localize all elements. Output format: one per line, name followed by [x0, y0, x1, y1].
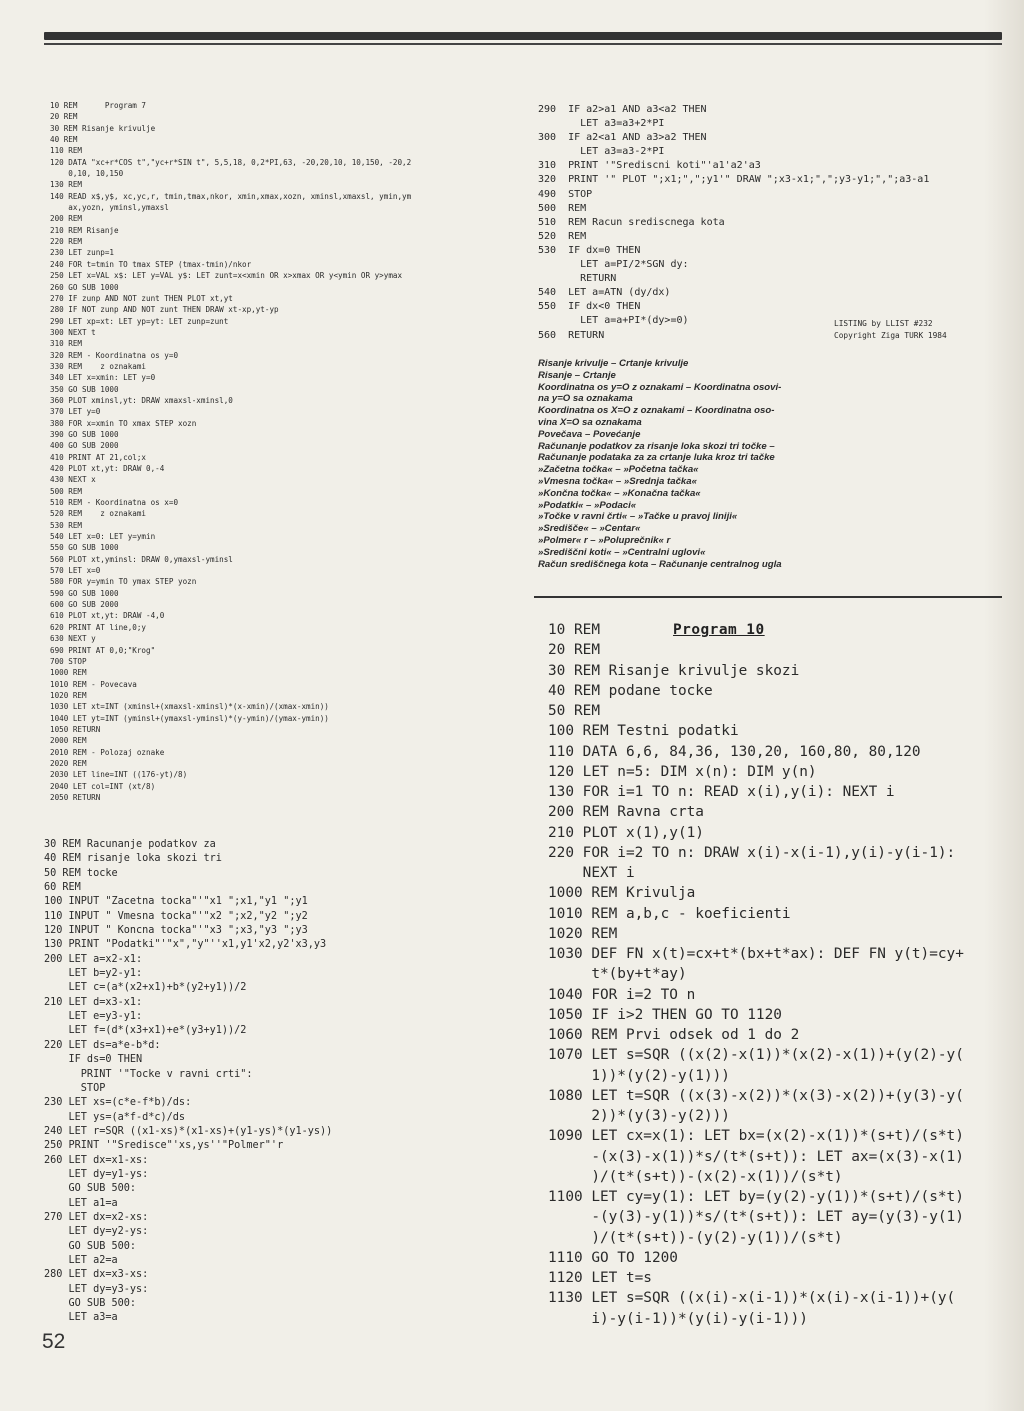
glossary-line: vina X=O sa oznakama — [538, 416, 642, 428]
code-line: 200 REM Ravna crta — [548, 804, 704, 821]
code-line: )/(t*(s+t))-(y(2)-y(1))/(s*t) — [548, 1229, 843, 1246]
code-line: 360 PLOT xminsl,yt: DRAW xmaxsl-xminsl,0 — [50, 395, 233, 405]
code-line: 1070 LET s=SQR ((x(2)-x(1))*(x(2)-x(1))+(y(2)-y( — [548, 1047, 964, 1064]
code-line: LET e=y3-y1: — [44, 1011, 143, 1023]
code-line: 30 REM Risanje krivulje — [50, 123, 156, 133]
code-line: LET dy=y3-ys: — [44, 1283, 149, 1295]
code-line: 20 REM — [50, 112, 78, 122]
code-line: 220 FOR i=2 TO n: DRAW x(i)-x(i-1),y(i)-y(i-1): — [548, 844, 956, 861]
code-line: 1040 FOR i=2 TO n — [548, 986, 696, 1003]
code-line: 220 LET ds=a*e-b*d: — [44, 1039, 161, 1051]
code-line: 270 LET dx=x2-xs: — [44, 1211, 149, 1223]
code-line: LET a3=a3+2*PI — [538, 118, 665, 130]
code-line: 300 IF a2<a1 AND a3>a2 THEN — [538, 132, 707, 144]
code-line: 560 PLOT xt,yminsl: DRAW 0,ymaxsl-yminsl — [50, 554, 233, 564]
glossary-line: »Vmesna točka« – »Srednja tačka« — [538, 475, 697, 487]
code-line: 340 LET x=xmin: LET y=0 — [50, 373, 156, 383]
code-line: 520 REM — [538, 230, 587, 242]
glossary-line: Risanje – Crtanje — [538, 369, 616, 381]
code-line: 130 FOR i=1 TO n: READ x(i),y(i): NEXT i — [548, 784, 895, 800]
code-line: GO SUB 500: — [44, 1183, 137, 1195]
code-line: 140 READ x$,y$, xc,yc,r, tmin,tmax,nkor, xmin,xmax,xozn, xminsl,xmaxsl, ymin,ym — [50, 191, 412, 201]
code-line: 550 GO SUB 1000 — [50, 543, 119, 553]
code-line: ax,yozn, yminsl,ymaxsl — [50, 203, 169, 213]
code-line: 500 REM — [538, 202, 587, 214]
code-line: -(y(3)-y(1))*s/(t*(s+t)): LET ay=(y(3)-y(1) — [548, 1209, 964, 1226]
glossary-line: Račun središčnega kota – Računanje centralnog ugla — [538, 558, 782, 570]
code-line: 20 REM — [548, 642, 600, 659]
code-line: 2030 LET line=INT ((176-yt)/8) — [50, 770, 188, 780]
glossary-line: na y=O sa oznakama — [538, 393, 633, 405]
code-line: 250 LET x=VAL x$: LET y=VAL y$: LET zunt=x<xmin OR x>xmax OR y<ymin OR y>ymax — [50, 271, 403, 281]
code-line: 320 PRINT '" PLOT ";x1;",";y1'" DRAW ";x3-x1;",";y3-y1;",";a3-a1 — [538, 174, 930, 186]
code-line: 510 REM - Koordinatna os x=0 — [50, 498, 179, 508]
code-line: 50 REM tocke — [44, 867, 118, 879]
glossary-line: Koordinatna os y=O z oznakami – Koordinatna osovi- — [538, 381, 782, 393]
section-divider — [534, 596, 1002, 598]
code-line: 510 REM Racun srediscnega kota — [538, 216, 725, 228]
code-line: 1120 LET t=s — [548, 1270, 652, 1286]
code-line: 1020 REM — [50, 690, 87, 700]
code-line: 1040 LET yt=INT (yminsl+(ymaxsl-yminsl)*(y-ymin)/(ymax-ymin)) — [50, 713, 329, 723]
code-line: 310 PRINT '"Srediscni koti"'a1'a2'a3 — [538, 160, 761, 172]
glossary-line: »Končna točka« – »Konačna tačka« — [538, 487, 701, 499]
code-line: LET a=a+PI*(dy>=0) — [538, 315, 689, 327]
code-line: 1050 RETURN — [50, 724, 101, 734]
code-line: 1010 REM - Povecava — [50, 679, 137, 689]
code-line: 310 REM — [50, 339, 83, 349]
code-line: )/(t*(s+t))-(x(2)-x(1))/(s*t) — [548, 1168, 843, 1185]
code-line: 1060 REM Prvi odsek od 1 do 2 — [548, 1027, 800, 1043]
code-line: LET a2=a — [44, 1254, 118, 1266]
code-line: 600 GO SUB 2000 — [50, 600, 119, 610]
code-line: 1130 LET s=SQR ((x(i)-x(i-1))*(x(i)-x(i-1))+(y( — [548, 1290, 956, 1307]
code-line: 630 NEXT y — [50, 634, 96, 644]
code-line: RETURN — [538, 273, 617, 285]
code-line: 200 LET a=x2-x1: — [44, 953, 143, 965]
code-line: STOP — [44, 1082, 106, 1094]
program-10-title: Program 10 — [673, 622, 765, 638]
code-line: 200 REM — [50, 214, 83, 224]
code-line: 210 LET d=x3-x1: — [44, 996, 143, 1008]
code-line: 270 IF zunp AND NOT zunt THEN PLOT xt,yt — [50, 293, 233, 303]
code-line: 350 GO SUB 1000 — [50, 384, 119, 394]
code-line: -(x(3)-x(1))*s/(t*(s+t)): LET ax=(x(3)-x(1) — [548, 1148, 964, 1165]
code-line: 330 REM z oznakami — [50, 361, 147, 371]
credit-line-1: LISTING by LLIST #232 — [834, 319, 933, 328]
code-line: 390 GO SUB 1000 — [50, 429, 119, 439]
code-line: 560 RETURN — [538, 329, 605, 341]
code-line: IF ds=0 THEN — [44, 1054, 143, 1066]
code-line: 260 GO SUB 1000 — [50, 282, 119, 292]
glossary-line: »Podatki« – »Podaci« — [538, 499, 637, 511]
code-line: 290 IF a2>a1 AND a3<a2 THEN — [538, 104, 707, 115]
code-line: 110 DATA 6,6, 84,36, 130,20, 160,80, 80,120 — [548, 743, 921, 760]
code-line: 130 REM — [50, 180, 83, 190]
code-line: 1010 REM a,b,c - koeficienti — [548, 905, 791, 922]
code-line: 0,10, 10,150 — [50, 169, 124, 179]
glossary-line: »Točke v ravni črti« – »Tačke u pravoj liniji« — [538, 511, 738, 523]
code-line: 520 REM z oznakami — [50, 509, 147, 519]
code-line: 100 INPUT "Zacetna tocka"'"x1 ";x1,"y1 ";y1 — [44, 896, 308, 908]
code-line: 230 LET zunp=1 — [50, 248, 115, 258]
code-line: 100 REM Testni podatki — [548, 723, 739, 740]
code-line: 1080 LET t=SQR ((x(3)-x(2))*(x(3)-x(2))+(y(3)-y( — [548, 1087, 964, 1104]
code-line: 40 REM — [50, 135, 78, 145]
code-line: 2000 REM — [50, 736, 87, 746]
code-line: 40 REM risanje loka skozi tri — [44, 853, 222, 865]
code-line: t*(by+t*ay) — [548, 966, 687, 983]
glossary-line: Koordinatna os X=O z oznakami – Koordinatna oso- — [538, 405, 775, 417]
credit-line-2: Copyright Ziga TURK 1984 — [834, 330, 947, 340]
code-line: 420 PLOT xt,yt: DRAW 0,-4 — [50, 464, 165, 473]
code-line: 30 REM Racunanje podatkov za — [44, 839, 216, 850]
code-line: 50 REM — [548, 703, 600, 719]
code-line: 120 DATA "xc+r*COS t","yc+r*SIN t", 5,5,18, 0,2*PI,63, -20,20,10, 10,150, -20,2 — [50, 157, 412, 167]
code-line: 320 REM - Koordinatna os y=0 — [50, 350, 179, 360]
listing-credit — [834, 318, 947, 341]
code-line: 2010 REM - Polozaj oznake — [50, 747, 165, 757]
code-line: 410 PRINT AT 21,col;x — [50, 452, 147, 462]
code-line: LET ys=(a*f-d*c)/ds — [44, 1111, 186, 1123]
listing-arc-program — [44, 838, 464, 1326]
code-line: LET a3=a — [44, 1312, 118, 1324]
code-line: 540 LET x=0: LET y=ymin — [50, 532, 156, 542]
code-line: 700 STOP — [50, 656, 87, 666]
code-line: 280 IF NOT zunp AND NOT zunt THEN DRAW xt-xp,yt-yp — [50, 305, 279, 315]
glossary-line: Povečava – Povećanje — [538, 428, 641, 440]
code-line: 110 INPUT " Vmesna tocka"'"x2 ";x2,"y2 ";y2 — [44, 910, 308, 922]
code-line: 40 REM podane tocke — [548, 682, 713, 699]
code-line: LET f=(d*(x3+x1)+e*(y3+y1))/2 — [44, 1025, 247, 1037]
code-line: 210 REM Risanje — [50, 225, 119, 235]
code-line: 60 REM — [44, 882, 81, 894]
page-number: 52 — [42, 1330, 66, 1353]
code-line: PRINT '"Tocke v ravni crti": — [44, 1068, 253, 1080]
code-line: 380 FOR x=xmin TO xmax STEP xozn — [50, 418, 197, 428]
code-line: LET b=y2-y1: — [44, 968, 143, 980]
code-line: 1000 REM — [50, 668, 87, 678]
code-line: 290 LET xp=xt: LET yp=yt: LET zunp=zunt — [50, 316, 229, 326]
code-line: 530 REM — [50, 520, 83, 530]
code-line: 620 PRINT AT line,0;y — [50, 622, 147, 632]
code-line: 1))*(y(2)-y(1))) — [548, 1067, 730, 1084]
code-line: 490 STOP — [538, 188, 593, 200]
code-line: 580 FOR y=ymin TO ymax STEP yozn — [50, 577, 197, 587]
translation-glossary — [538, 358, 858, 570]
code-line: 1020 REM — [548, 925, 618, 942]
code-line: 130 PRINT "Podatki"'"x","y"''x1,y1'x2,y2'x3,y3 — [44, 939, 327, 951]
glossary-line: »Polmer« r – »Poluprečnik« r — [538, 534, 671, 546]
top-rule-thin — [44, 43, 1002, 45]
code-line: 530 IF dx=0 THEN — [538, 244, 641, 256]
code-line: 2))*(y(3)-y(2))) — [548, 1108, 730, 1124]
code-line: 1030 DEF FN x(t)=cx+t*(bx+t*ax): DEF FN y(t)=cy+ — [548, 946, 964, 962]
code-line: 30 REM Risanje krivulje skozi — [548, 662, 800, 679]
code-line: 590 GO SUB 1000 — [50, 588, 119, 598]
glossary-line: »Začetna točka« – »Početna tačka« — [538, 464, 699, 476]
code-line: 690 PRINT AT 0,0;"Krog" — [50, 645, 156, 655]
listing-program-7 — [50, 100, 510, 803]
top-rule — [44, 32, 1002, 40]
code-line: NEXT i — [548, 865, 635, 881]
code-line: 120 INPUT " Koncna tocka"'"x3 ";x3,"y3 ";y3 — [44, 925, 308, 937]
code-line: 240 LET r=SQR ((x1-xs)*(x1-xs)+(y1-ys)*(y1-ys)) — [44, 1125, 333, 1137]
code-line: 2050 RETURN — [50, 792, 101, 802]
code-line: 210 PLOT x(1),y(1) — [548, 824, 704, 841]
code-line: LET a=PI/2*SGN dy: — [538, 259, 689, 271]
code-line: 400 GO SUB 2000 — [50, 441, 119, 451]
code-line: 120 LET n=5: DIM x(n): DIM y(n) — [548, 763, 817, 780]
code-line: 430 NEXT x — [50, 475, 96, 485]
code-line: 1090 LET cx=x(1): LET bx=(x(2)-x(1))*(s+t)/(s*t) — [548, 1128, 964, 1145]
glossary-line: »Središčni koti« – »Centralni uglovi« — [538, 546, 706, 558]
code-line: LET a1=a — [44, 1197, 118, 1209]
code-line: i)-y(i-1))*(y(i)-y(i-1))) — [548, 1310, 808, 1327]
glossary-line: Risanje krivulje – Crtanje krivulje — [538, 358, 689, 369]
code-line: 2040 LET col=INT (xt/8) — [50, 781, 156, 791]
code-line: 1000 REM Krivulja — [548, 885, 696, 902]
code-line: 260 LET dx=x1-xs: — [44, 1154, 149, 1166]
code-line: 550 IF dx<0 THEN — [538, 301, 641, 313]
code-line: 570 LET x=0 — [50, 566, 101, 576]
code-line: GO SUB 500: — [44, 1240, 137, 1252]
code-line: 2020 REM — [50, 758, 87, 768]
code-line: 370 LET y=0 — [50, 407, 101, 417]
code-line: LET c=(a*(x2+x1)+b*(y2+y1))/2 — [44, 982, 247, 994]
code-line: 110 REM — [50, 146, 83, 156]
code-line: 1110 GO TO 1200 — [548, 1249, 678, 1266]
glossary-line: »Središče« – »Centar« — [538, 523, 641, 535]
code-line: 250 PRINT '"Sredisce"'xs,ys''"Polmer"'r — [44, 1140, 284, 1152]
listing-program-10 — [548, 620, 1018, 1329]
code-line: LET dy=y2-ys: — [44, 1226, 149, 1238]
code-line: 500 REM — [50, 486, 83, 496]
code-line: 1030 LET xt=INT (xminsl+(xmaxsl-xminsl)*(x-xmin)/(xmax-xmin)) — [50, 702, 329, 712]
code-line: 1100 LET cy=y(1): LET by=(y(2)-y(1))*(s+t)/(s*t) — [548, 1189, 964, 1205]
code-line: 610 PLOT xt,yt: DRAW -4,0 — [50, 611, 165, 621]
code-line: 280 LET dx=x3-xs: — [44, 1269, 149, 1281]
glossary-line: Računanje podatkov za risanje loka skozi tri točke – — [538, 440, 775, 452]
glossary-line: Računanje podataka za za crtanje luka kroz tri tačke — [538, 452, 775, 464]
code-line: 540 LET a=ATN (dy/dx) — [538, 287, 671, 299]
code-line: 230 LET xs=(c*e-f*b)/ds: — [44, 1097, 192, 1109]
listing-arc-continued — [538, 103, 1008, 343]
code-line: 1050 IF i>2 THEN GO TO 1120 — [548, 1006, 782, 1023]
code-line: 300 NEXT t — [50, 327, 96, 337]
code-line: 220 REM — [50, 237, 83, 247]
code-line: 240 FOR t=tmin TO tmax STEP (tmax-tmin)/nkor — [50, 259, 252, 269]
code-line: 10 REM — [548, 622, 600, 638]
code-line: 10 REM Program 7 — [50, 101, 147, 110]
code-line: LET a3=a3-2*PI — [538, 146, 665, 158]
code-line: GO SUB 500: — [44, 1298, 137, 1309]
code-line: LET dy=y1-ys: — [44, 1168, 149, 1180]
